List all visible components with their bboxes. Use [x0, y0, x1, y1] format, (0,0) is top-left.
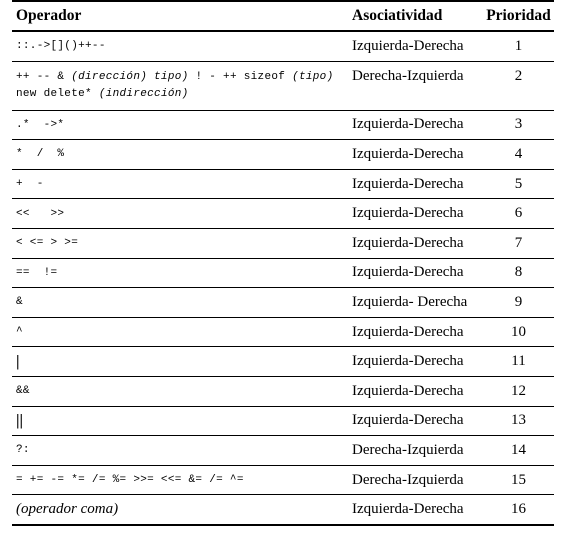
priority-cell: 12	[483, 376, 554, 406]
associativity-cell: Izquierda-Derecha	[348, 317, 483, 347]
table-row	[12, 140, 554, 170]
table-row	[12, 61, 554, 110]
table-row	[12, 199, 554, 229]
priority-cell: 1	[483, 31, 554, 61]
associativity-cell: Izquierda-Derecha	[348, 31, 483, 61]
table-row	[12, 110, 554, 140]
operator-cell: &&	[12, 376, 348, 406]
table-row	[12, 288, 554, 318]
operator-text-italic: (dirección) tipo)	[71, 70, 189, 83]
operator-cell: .* ->*	[12, 110, 348, 140]
operator-text-italic: (indirección)	[98, 87, 189, 100]
operator-cell: ^	[12, 317, 348, 347]
header-operador: Operador	[16, 7, 82, 24]
priority-cell: 15	[483, 465, 554, 495]
operator-cell: << >>	[12, 199, 348, 229]
operator-precedence-table	[12, 0, 554, 526]
operator-cell: ?:	[12, 436, 348, 466]
header-prioridad: Prioridad	[486, 7, 551, 24]
operator-cell: < <= > >=	[12, 228, 348, 258]
operator-cell: ||	[12, 406, 348, 436]
associativity-cell: Izquierda-Derecha	[348, 347, 483, 377]
table-row	[12, 436, 554, 466]
table-row	[12, 465, 554, 495]
priority-cell: 8	[483, 258, 554, 288]
associativity-cell: Izquierda-Derecha	[348, 406, 483, 436]
operator-cell: ::.->[]()++--	[12, 31, 348, 61]
associativity-cell: Izquierda-Derecha	[348, 228, 483, 258]
table-header-row	[12, 1, 554, 31]
priority-cell: 7	[483, 228, 554, 258]
associativity-cell: Izquierda-Derecha	[348, 495, 483, 525]
operator-cell	[12, 61, 348, 110]
table-row	[12, 347, 554, 377]
operator-cell: + -	[12, 169, 348, 199]
table-row	[12, 31, 554, 61]
operator-cell: (operador coma)	[12, 495, 348, 525]
associativity-cell: Izquierda-Derecha	[348, 110, 483, 140]
table-row	[12, 406, 554, 436]
table-row	[12, 495, 554, 525]
priority-cell: 2	[483, 61, 554, 110]
priority-cell: 9	[483, 288, 554, 318]
operator-text: ++ -- &	[16, 70, 72, 83]
priority-cell: 11	[483, 347, 554, 377]
table-row	[12, 376, 554, 406]
table-row	[12, 317, 554, 347]
associativity-cell: Izquierda-Derecha	[348, 376, 483, 406]
priority-cell: 6	[483, 199, 554, 229]
priority-cell: 4	[483, 140, 554, 170]
associativity-cell: Derecha-Izquierda	[348, 436, 483, 466]
associativity-cell: Izquierda-Derecha	[348, 199, 483, 229]
operator-cell: = += -= *= /= %= >>= <<= &= /= ^=	[12, 465, 348, 495]
table-row	[12, 258, 554, 288]
operator-text-italic: (tipo)	[292, 70, 334, 83]
operator-cell: |	[12, 347, 348, 377]
priority-cell: 5	[483, 169, 554, 199]
operator-text: new delete*	[16, 87, 99, 100]
associativity-cell: Derecha-Izquierda	[348, 465, 483, 495]
associativity-cell: Derecha-Izquierda	[348, 61, 483, 110]
associativity-cell: Izquierda-Derecha	[348, 140, 483, 170]
operator-cell: &	[12, 288, 348, 318]
priority-cell: 10	[483, 317, 554, 347]
operator-cell: == !=	[12, 258, 348, 288]
priority-cell: 16	[483, 495, 554, 525]
operator-cell: * / %	[12, 140, 348, 170]
associativity-cell: Izquierda-Derecha	[348, 258, 483, 288]
operator-precedence-table-container	[12, 0, 554, 526]
table-row	[12, 169, 554, 199]
associativity-cell: Izquierda-Derecha	[348, 169, 483, 199]
table-row	[12, 228, 554, 258]
priority-cell: 14	[483, 436, 554, 466]
operator-text: ! - ++ sizeof	[188, 70, 293, 83]
associativity-cell: Izquierda- Derecha	[348, 288, 483, 318]
header-asociatividad: Asociatividad	[352, 7, 443, 24]
priority-cell: 3	[483, 110, 554, 140]
priority-cell: 13	[483, 406, 554, 436]
